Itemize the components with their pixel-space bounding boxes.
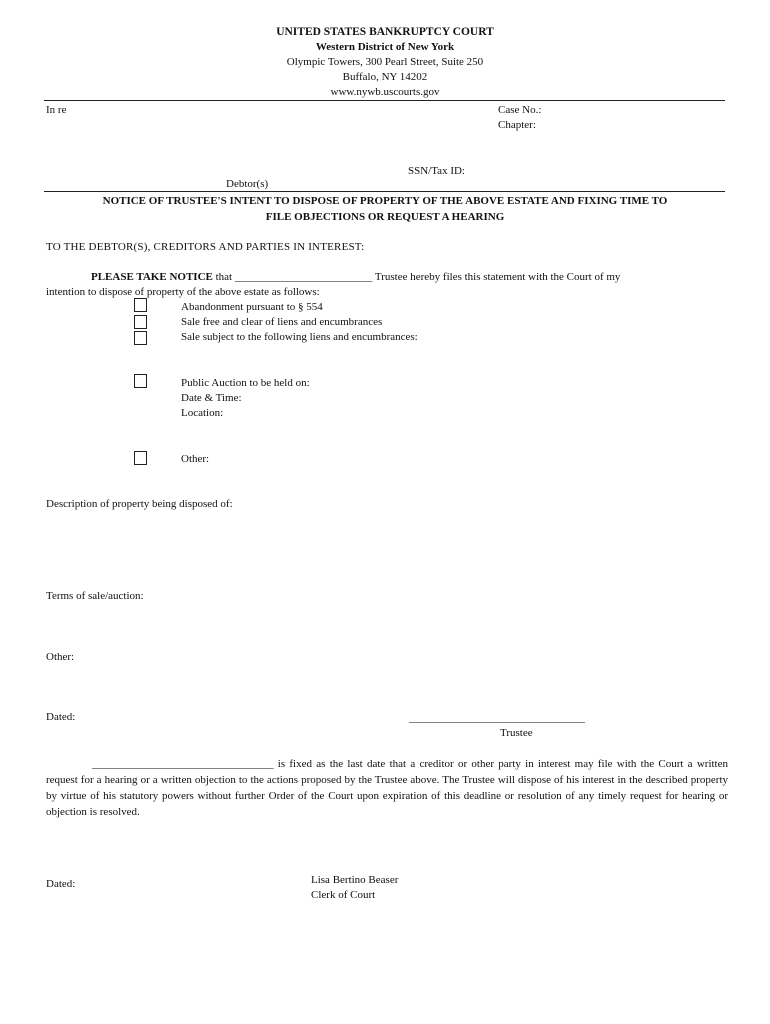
notice-line1 [91,271,620,283]
court-address-line1: Olympic Towers, 300 Pearl Street, Suite 250 [286,56,484,68]
notice-title-line2: FILE OBJECTIONS OR REQUEST A HEARING [265,211,505,223]
abandonment-label: Abandonment pursuant to § 554 [181,301,323,313]
court-address-line2: Buffalo, NY 14202 [342,71,428,83]
sale-free-label: Sale free and clear of liens and encumbrances [181,316,383,328]
abandonment-checkbox[interactable] [134,298,147,312]
dated-label-trustee: Dated: [46,711,76,723]
sale-subject-label: Sale subject to the following liens and encumbrances: [181,331,418,343]
other-option-label: Other: [181,453,210,465]
clerk-name: Lisa Bertino Beaser [311,874,399,886]
salutation: TO THE DEBTOR(S), CREDITORS AND PARTIES IN INTEREST: [46,241,365,253]
chapter-label: Chapter: [498,119,536,131]
date-time-label: Date & Time: [181,392,242,404]
notice-title-line1: NOTICE OF TRUSTEE'S INTENT TO DISPOSE OF PROPERTY OF THE ABOVE ESTATE AND FIXING TIME TO [102,195,668,207]
sale-subject-checkbox[interactable] [134,331,147,345]
case-no-label: Case No.: [498,104,542,116]
ssn-label: SSN/Tax ID: [408,165,465,177]
header-divider [44,100,725,101]
trustee-label: Trustee [500,727,533,739]
district-name: Western District of New York [315,41,455,53]
public-auction-checkbox[interactable] [134,374,147,388]
dated-label-clerk: Dated: [46,878,76,890]
notice-line2: intention to dispose of property of the above estate as follows: [46,286,320,298]
other-option-checkbox[interactable] [134,451,147,465]
deadline-paragraph: _________________________________ is fixed as the last date that a creditor or other party in interest may file with the Court a written request for a hearing or a written objection to the actions proposed by the Trustee above. The Trustee will dispose of his interest in the described property by virtue of his statutory powers without further Order of the Court upon expiration of this deadline or resolution of any timely request for hearing or objection is resolved. [46,758,728,818]
court-website: www.nywb.uscourts.gov [330,86,440,98]
public-auction-label: Public Auction to be held on: [181,377,310,389]
location-label: Location: [181,407,224,419]
please-take-notice: PLEASE TAKE NOTICE [91,271,213,283]
in-re-label: In re [46,104,67,116]
terms-label: Terms of sale/auction: [46,590,144,602]
court-name: UNITED STATES BANKRUPTCY COURT [276,26,494,38]
trustee-signature-line: ________________________________ [409,712,585,724]
caption-divider [44,191,725,192]
clerk-title: Clerk of Court [311,889,376,901]
debtors-label: Debtor(s) [226,178,269,190]
notice-line1-rest: that _________________________ Trustee hereby files this statement with the Court of my [212,271,621,283]
description-label: Description of property being disposed of: [46,498,233,510]
other-field-label: Other: [46,651,75,663]
sale-free-checkbox[interactable] [134,315,147,329]
